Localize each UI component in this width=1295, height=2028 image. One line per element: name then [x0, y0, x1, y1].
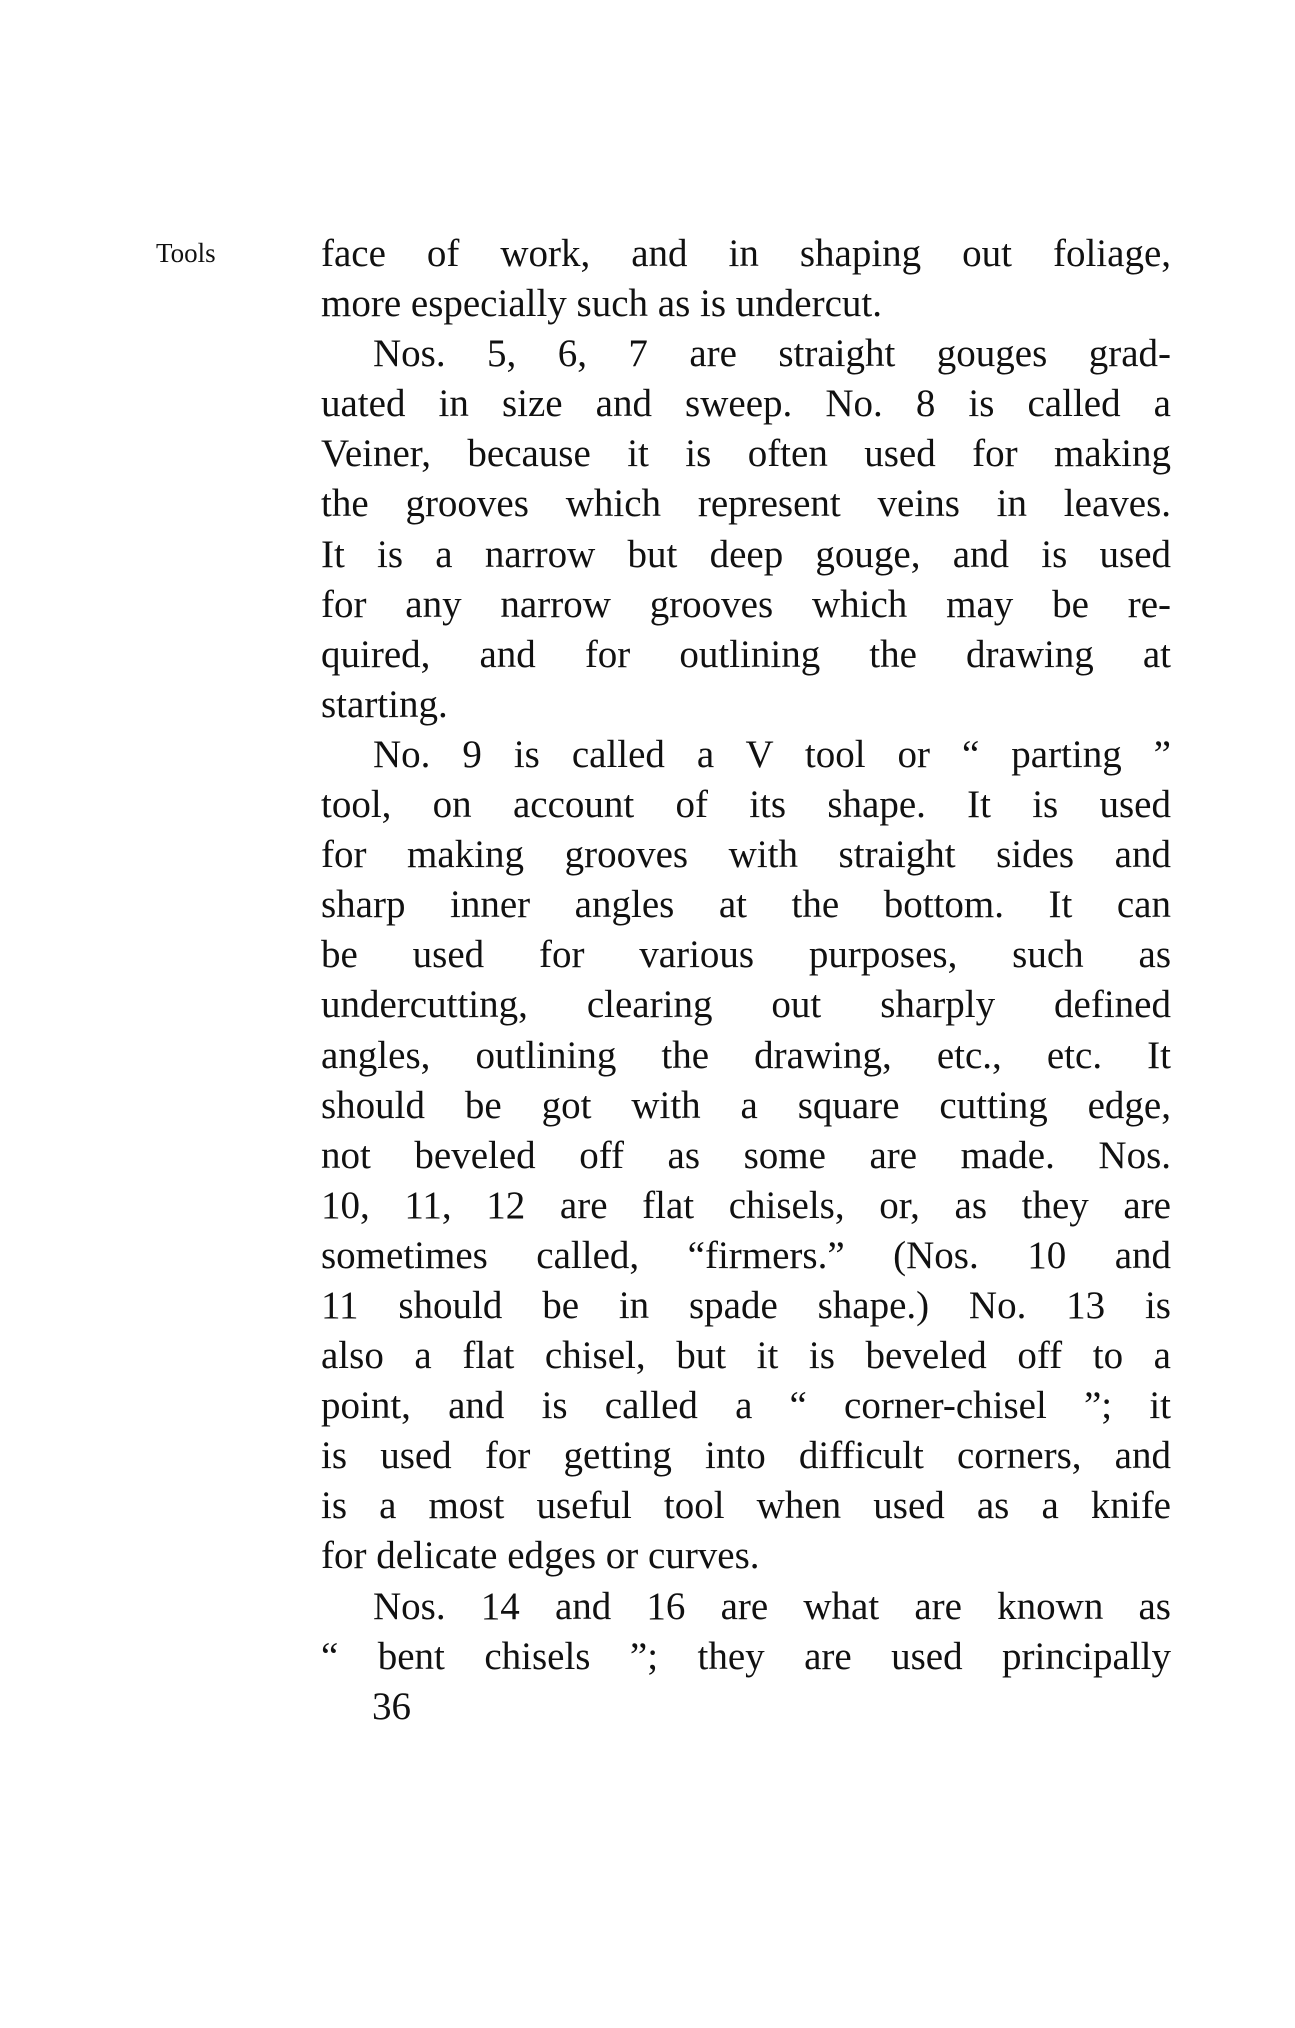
text-line: No. 9 is called a V tool or “ parting ” [373, 732, 1171, 776]
text-line: quired, and for outlining the drawing at [321, 632, 1171, 676]
text-line: 11 should be in spade shape.) No. 13 is [321, 1283, 1171, 1327]
text-line: not beveled off as some are made. Nos. [321, 1133, 1171, 1177]
text-line: undercutting, clearing out sharply defined [321, 983, 1171, 1027]
text-line: for any narrow grooves which may be re- [321, 582, 1171, 626]
text-line: sharp inner angles at the bottom. It can [321, 883, 1171, 927]
text-line: sometimes called, “firmers.” (Nos. 10 and [321, 1233, 1171, 1277]
text-line: the grooves which represent veins in leaves. [321, 482, 1171, 526]
text-line: 10, 11, 12 are flat chisels, or, as they are [321, 1183, 1171, 1227]
text-line: should be got with a square cutting edge, [321, 1083, 1171, 1127]
text-line: starting. [321, 682, 448, 726]
text-line: for delicate edges or curves. [321, 1534, 760, 1578]
text-line: more especially such as is undercut. [321, 282, 882, 326]
text-line: Veiner, because it is often used for making [321, 432, 1171, 476]
text-line: “ bent chisels ”; they are used principally [321, 1634, 1171, 1678]
text-line: is a most useful tool when used as a knife [321, 1484, 1171, 1528]
text-line: for making grooves with straight sides and [321, 833, 1171, 877]
text-line: Nos. 14 and 16 are what are known as [373, 1584, 1171, 1628]
text-line: is used for getting into difficult corners, and [321, 1434, 1171, 1478]
text-line: It is a narrow but deep gouge, and is used [321, 532, 1171, 576]
text-line: angles, outlining the drawing, etc., etc. It [321, 1033, 1171, 1077]
body-text [321, 229, 1171, 1682]
text-line: also a flat chisel, but it is beveled off to a [321, 1334, 1171, 1378]
text-line: face of work, and in shaping out foliage, [321, 232, 1171, 275]
page-number: 36 [372, 1685, 411, 1728]
margin-note: Tools [156, 238, 216, 268]
text-line: point, and is called a “ corner-chisel ”; it [321, 1384, 1171, 1428]
text-line: be used for various purposes, such as [321, 933, 1171, 977]
text-line: Nos. 5, 6, 7 are straight gouges grad- [373, 332, 1171, 376]
text-line: tool, on account of its shape. It is used [321, 783, 1171, 827]
text-line: uated in size and sweep. No. 8 is called a [321, 382, 1171, 426]
